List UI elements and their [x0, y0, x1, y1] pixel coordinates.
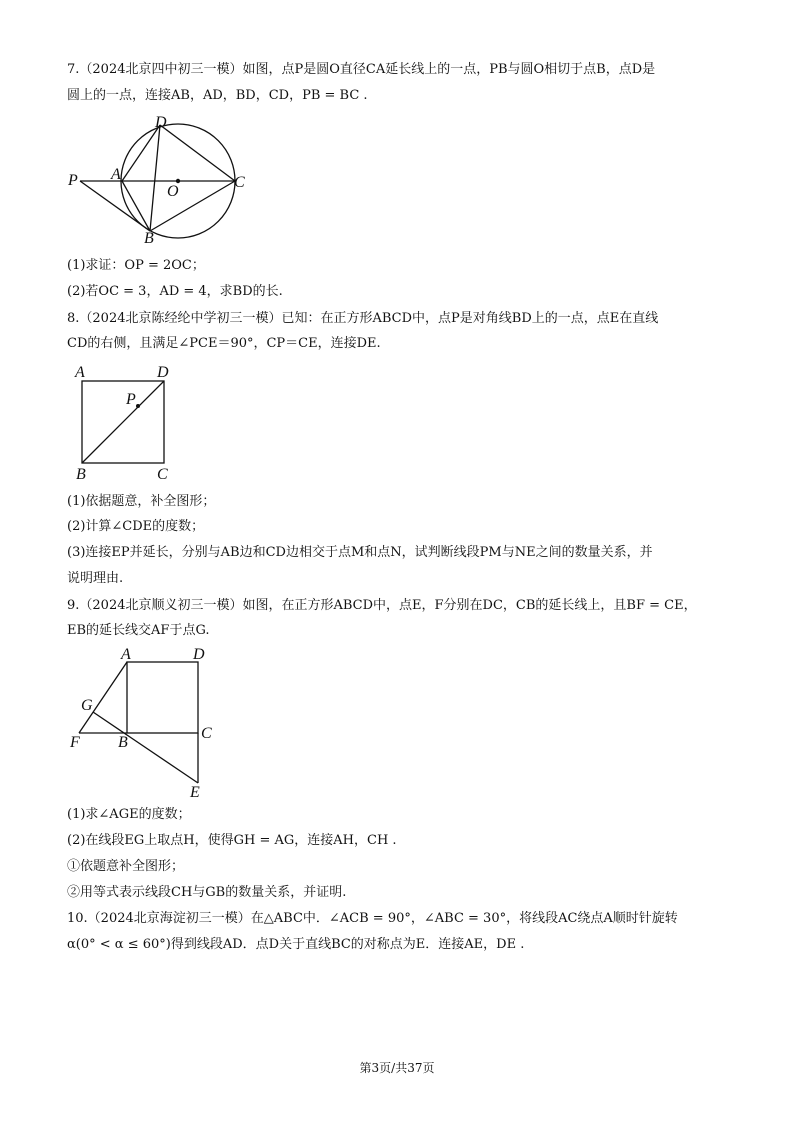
- q8-figure: [70, 360, 180, 485]
- q7-part-1: (1)求证：OP = 2OC；: [67, 258, 205, 273]
- q7-label-C: C: [234, 174, 245, 191]
- q9-figure: [65, 645, 225, 805]
- q10-line-2: α(0° < α ≤ 60°)得到线段AD．点D关于直线BC的对称点为E．连接AE，DE .: [67, 937, 525, 952]
- q9-label-G: G: [81, 697, 93, 714]
- q7-label-A: A: [111, 166, 121, 183]
- q9-label-B: B: [118, 734, 128, 751]
- q8-label-B: B: [76, 466, 86, 483]
- q7-label-D: D: [155, 114, 167, 131]
- q9-label-F: F: [70, 734, 80, 751]
- q9-label-D: D: [193, 646, 205, 663]
- q7-line-1: 7.（2024北京四中初三一模）如图，点P是圆O直径CA延长线上的一点，PB与圆O相切于点B，点D是: [67, 62, 656, 77]
- q8-line-2: CD的右侧，且满足∠PCE＝90°，CP＝CE，连接DE.: [67, 336, 381, 351]
- q10-line-1: 10.（2024北京海淀初三一模）在△ABC中．∠ACB = 90°，∠ABC = 30°，将线段AC绕点A顺时针旋转: [67, 911, 678, 926]
- q9-part-2: (2)在线段EG上取点H，使得GH = AG，连接AH，CH .: [67, 833, 397, 848]
- q8-part-2: (2)计算∠CDE的度数；: [67, 519, 205, 534]
- q9-label-A: A: [121, 646, 131, 663]
- q8-label-D: D: [157, 364, 169, 381]
- q9-line-1: 9.（2024北京顺义初三一模）如图，在正方形ABCD中，点E，F分别在DC，CB的延长线上，且BF = CE，: [67, 598, 697, 613]
- q8-label-C: C: [157, 466, 168, 483]
- q8-part-1: (1)依据题意，补全图形；: [67, 494, 216, 509]
- q7-label-P: P: [68, 172, 78, 189]
- q7-label-O: O: [167, 183, 179, 200]
- q8-label-P: P: [126, 391, 136, 408]
- q7-line-2: 圆上的一点，连接AB，AD，BD，CD，PB = BC .: [67, 88, 368, 103]
- q8-line-1: 8.（2024北京陈经纶中学初三一模）已知：在正方形ABCD中，点P是对角线BD上的一点，点E在直线: [67, 311, 659, 326]
- page-footer: 第3页/共37页: [359, 1061, 435, 1075]
- q9-part-1: (1)求∠AGE的度数；: [67, 807, 191, 822]
- q9-part-4: ②用等式表示线段CH与GB的数量关系，并证明.: [67, 885, 347, 900]
- q7-part-2: (2)若OC = 3，AD = 4，求BD的长.: [67, 284, 283, 299]
- q7-figure: [60, 108, 260, 248]
- q7-label-B: B: [144, 230, 154, 247]
- q8-label-A: A: [75, 364, 85, 381]
- q8-part-3b: 说明理由.: [67, 571, 124, 586]
- q9-label-E: E: [190, 784, 200, 801]
- q9-part-3: ①依题意补全图形；: [67, 859, 185, 874]
- q8-part-3a: (3)连接EP并延长，分别与AB边和CD边相交于点M和点N，试判断线段PM与NE之间的数量关系，并: [67, 545, 653, 560]
- q9-label-C: C: [201, 725, 212, 742]
- q9-line-2: EB的延长线交AF于点G.: [67, 623, 210, 638]
